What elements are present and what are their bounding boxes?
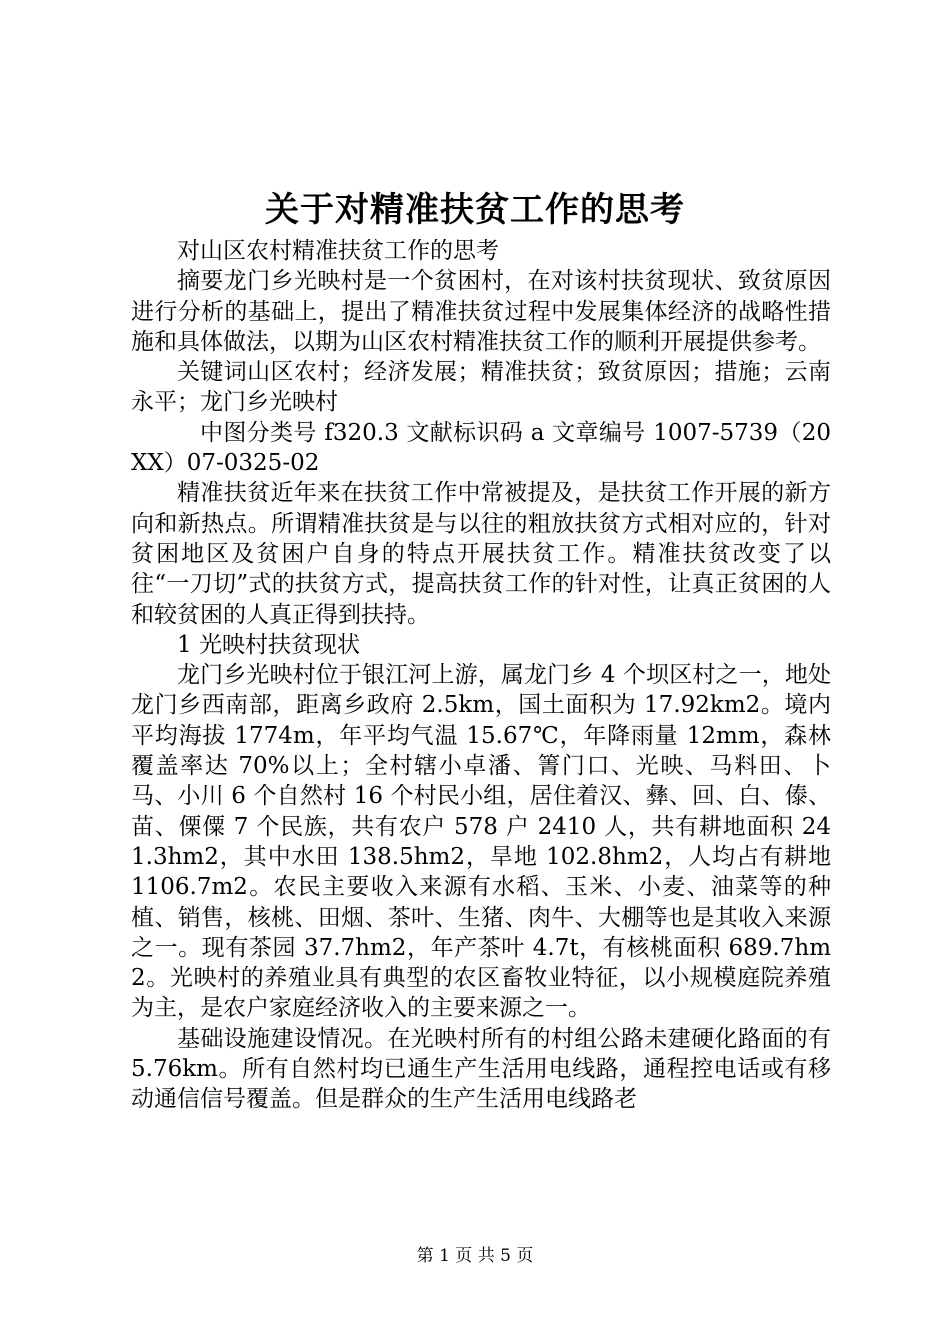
page-footer: 第 1 页 共 5 页 bbox=[416, 1246, 534, 1266]
keywords-paragraph: 关键词山区农村；经济发展；精准扶贫；致贫原因；措施；云南永平；龙门乡光映村 bbox=[131, 359, 831, 416]
village-overview-paragraph: 龙门乡光映村位于银江河上游，属龙门乡 4 个坝区村之一，地处龙门乡西南部，距离乡政府 2.5km，国土面积为 17.92km2。境内平均海拔 1774m，年平均气温 15.67℃，年降雨量 12mm，森林覆盖率达 70%以上；全村辖小卓潘、箐门口、光映、马料田、卜马、小川 6 个自然村 16 个村民小组，居住着汉、彝、回、白、傣、苗、傈僳 7 个民族，共有农户 578 户 2410 人，共有耕地面积 241.3hm2，其中水田 138.5hm2，旱地 102.8hm2，人均占有耕地 1106.7m2。农民主要收入来源有水稻、玉米、小麦、油菜等的种植、销售，核桃、田烟、茶叶、生猪、肉牛、大棚等也是其收入来源之一。现有茶园 37.7hm2，年产茶叶 4.7t，有核桃面积 689.7hm2。光映村的养殖业具有典型的农区畜牧业特征，以小规模庭院养殖为主，是农户家庭经济收入的主要来源之一。 bbox=[131, 662, 831, 1022]
infrastructure-paragraph: 基础设施建设情况。在光映村所有的村组公路未建硬化路面的有 5.76km。所有自然村均已通生产生活用电线路，通程控电话或有移动通信信号覆盖。但是群众的生产生活用电线路老 bbox=[131, 1025, 831, 1113]
abstract-paragraph: 摘要龙门乡光映村是一个贫困村，在对该村扶贫现状、致贫原因进行分析的基础上，提出了精准扶贫过程中发展集体经济的战略性措施和具体做法，以期为山区农村精准扶贫工作的顺利开展提供参考。 bbox=[131, 268, 831, 355]
intro-paragraph: 精准扶贫近年来在扶贫工作中常被提及，是扶贫工作开展的新方向和新热点。所谓精准扶贫是与以往的粗放扶贫方式相对应的，针对贫困地区及贫困户自身的特点开展扶贫工作。精准扶贫改变了以往“一刀切”式的扶贫方式，提高扶贫工作的针对性，让真正贫困的人和较贫困的人真正得到扶持。 bbox=[131, 480, 831, 628]
subtitle-paragraph: 对山区农村精准扶贫工作的思考 bbox=[177, 238, 499, 264]
document-body bbox=[131, 236, 831, 1115]
classification-paragraph: 中图分类号 f320.3 文献标识码 a 文章编号 1007-5739（20XX）07-0325-02 bbox=[131, 419, 831, 477]
section-heading: 1 光映村扶贫现状 bbox=[177, 631, 360, 658]
document-title: 关于对精准扶贫工作的思考 bbox=[265, 190, 685, 230]
